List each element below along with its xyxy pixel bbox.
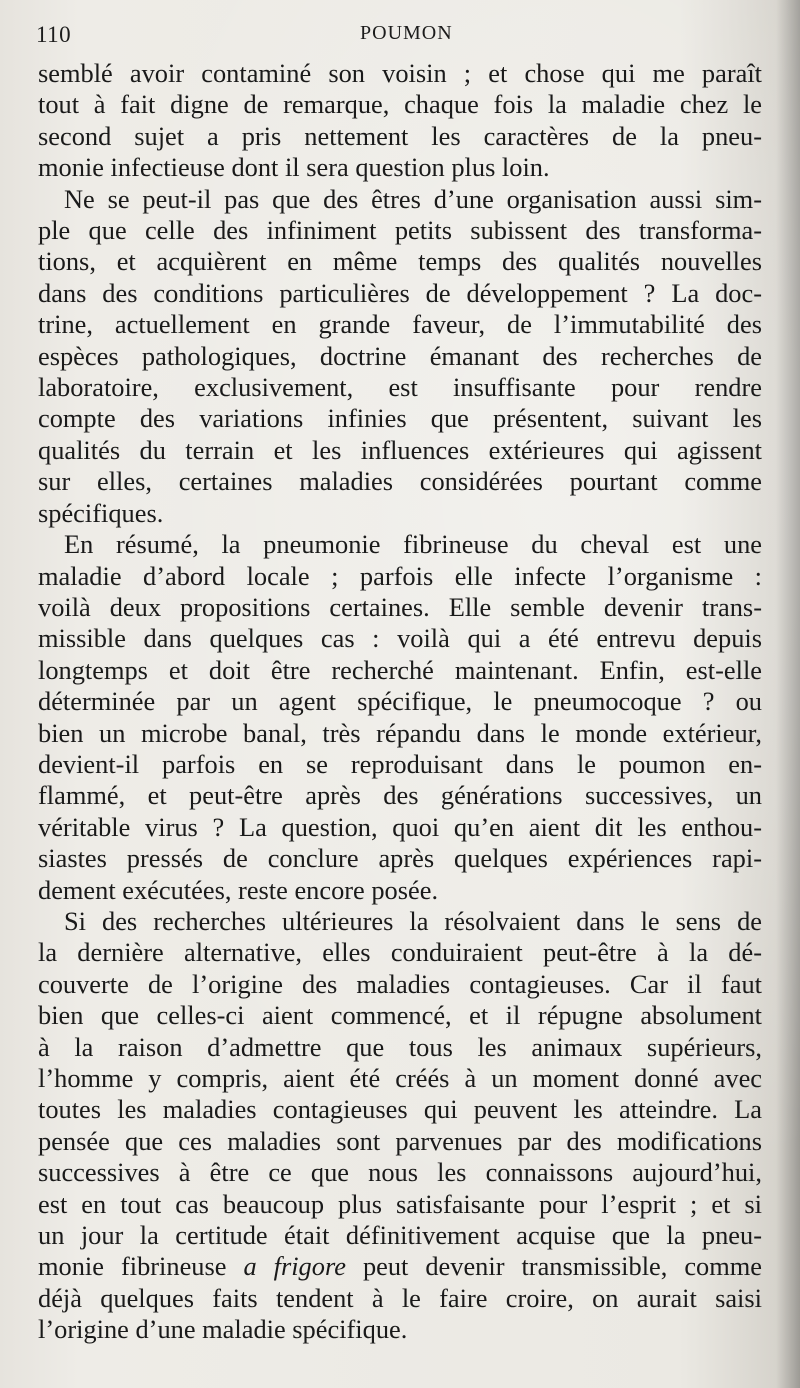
text-line: second sujet a pris nettement les caractères de la pneu- (38, 120, 762, 151)
text-line: véritable virus ? La question, quoi qu’en aient dit les enthou- (38, 811, 762, 842)
text-line: semblé avoir contaminé son voisin ; et chose qui me paraît (38, 58, 762, 88)
page-number: 110 (36, 22, 72, 47)
text-line: Ne se peut-il pas que des êtres d’une organisation aussi sim- (64, 183, 762, 214)
text-segment: monie fibrineuse (38, 1251, 244, 1282)
page-header (0, 22, 800, 52)
paragraph-4 (38, 906, 762, 1346)
text-line: dement exécutées, reste encore posée. (38, 874, 439, 905)
text-line: monie infectieuse dont il sera question plus loin. (38, 152, 550, 183)
text-line: bien que celles-ci aient commencé, et il répugne absolument (38, 1000, 762, 1031)
text-line: trine, actuellement en grande faveur, de l’immutabilité des (38, 309, 762, 340)
text-line: couverte de l’origine des maladies contagieuses. Car il faut (38, 968, 762, 999)
text-line: ple que celle des infiniment petits subissent des transforma- (38, 215, 762, 246)
text-line: maladie d’abord locale ; parfois elle infecte l’organisme : (38, 560, 762, 591)
text-line: déterminée par un agent spécifique, le pneumocoque ? ou (38, 686, 762, 717)
text-line: successives à être ce que nous les connaissons aujourd’hui, (38, 1157, 762, 1188)
text-line: un jour la certitude était définitivement acquise que la pneu- (38, 1220, 762, 1251)
text-line: longtemps et doit être recherché maintenant. Enfin, est-elle (38, 654, 762, 685)
paragraph-2 (38, 184, 762, 529)
text-line: qualités du terrain et les influences extérieures qui agissent (38, 434, 762, 465)
text-line: devient-il parfois en se reproduisant dans le poumon en- (38, 748, 762, 779)
text-line: bien un microbe banal, très répandu dans le monde extérieur, (38, 717, 762, 748)
text-line: est en tout cas beaucoup plus satisfaisante pour l’esprit ; et si (38, 1188, 762, 1219)
text-line: dans des conditions particulières de développement ? La doc- (38, 277, 762, 308)
text-line: En résumé, la pneumonie fibrineuse du cheval est une (64, 529, 762, 560)
italic-term: a frigore (243, 1251, 346, 1282)
paragraph-3 (38, 529, 762, 906)
text-segment: peut devenir transmissible, comme (345, 1251, 763, 1282)
body-text (38, 58, 762, 1346)
text-line: pensée que ces maladies sont parvenues par des modifications (38, 1125, 762, 1156)
text-line: compte des variations infinies que présentent, suivant les (38, 403, 762, 434)
text-line: l’homme y compris, aient été créés à un moment donné avec (38, 1063, 762, 1093)
text-line: à la raison d’admettre que tous les animaux supérieurs, (38, 1031, 762, 1062)
text-line: laboratoire, exclusivement, est insuffisante pour rendre (38, 372, 762, 403)
text-line: déjà quelques faits tendent à le faire croire, on aurait saisi (38, 1282, 762, 1313)
text-line: spécifiques. (38, 497, 164, 528)
text-line: Si des recherches ultérieures la résolvaient dans le sens de (64, 905, 762, 936)
text-line: siastes pressés de conclure après quelques expériences rapi- (38, 843, 762, 874)
text-line-with-italic (38, 1251, 762, 1282)
text-line: la dernière alternative, elles conduiraient peut-être à la dé- (38, 937, 762, 968)
text-line: tout à fait digne de remarque, chaque fois la maladie chez le (38, 89, 762, 120)
text-line: espèces pathologiques, doctrine émanant des recherches de (38, 340, 762, 371)
text-line: voilà deux propositions certaines. Elle semble devenir trans- (38, 591, 762, 622)
running-title: POUMON (360, 22, 453, 44)
text-line: flammé, et peut-être après des générations successives, un (38, 780, 762, 811)
text-line: sur elles, certaines maladies considérées pourtant comme (38, 466, 762, 497)
text-line: tions, et acquièrent en même temps des qualités nouvelles (38, 246, 762, 277)
text-line: toutes les maladies contagieuses qui peuvent les atteindre. La (38, 1094, 762, 1125)
text-line: missible dans quelques cas : voilà qui a été entrevu depuis (38, 623, 762, 654)
text-line: l’origine d’une maladie spécifique. (38, 1314, 408, 1345)
paragraph-1 (38, 58, 762, 184)
